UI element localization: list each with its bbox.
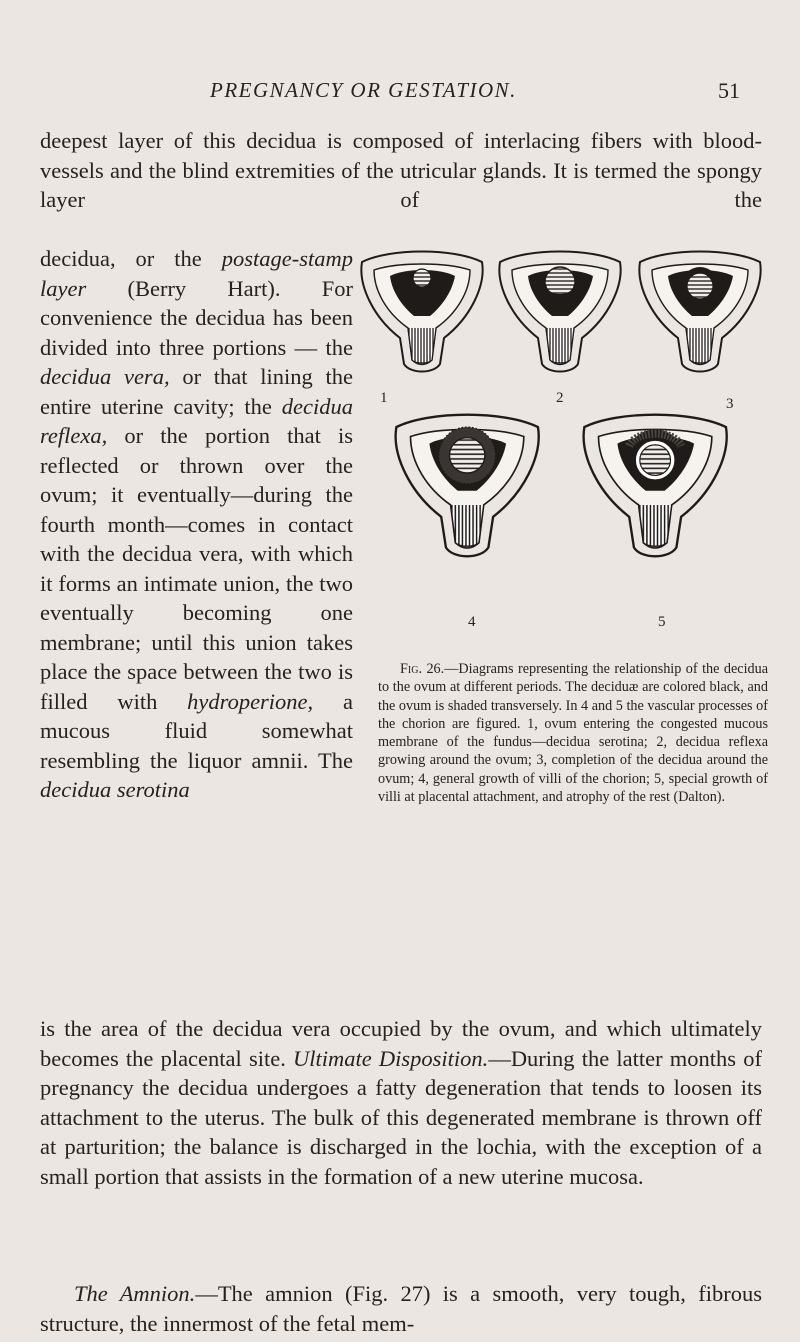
- text-run: —The amnion (Fig. 27) is a smooth, very tough, fibrous structure, the innermost of the fetal mem-: [40, 1281, 762, 1336]
- diagram-2: [499, 252, 620, 372]
- caption-label: Fig. 26.: [400, 661, 445, 677]
- page-number: 51: [718, 78, 740, 103]
- term-hydroperione: hydroperione,: [187, 688, 314, 714]
- term-decidua-reflexa: decidua reflexa,: [40, 393, 353, 448]
- diagram-3: [639, 252, 760, 372]
- diagram-5: [584, 415, 727, 557]
- heading-amnion: The Amnion.: [74, 1281, 196, 1306]
- text-run: a mucous fluid somewhat resembling the liquor amnii. The: [40, 688, 353, 773]
- figure-number-1: 1: [380, 390, 388, 406]
- figure-number-2: 2: [556, 390, 564, 406]
- paragraph-decidua-portions: [40, 244, 353, 805]
- decidua-diagrams: [356, 200, 770, 660]
- figure-caption: [378, 660, 768, 806]
- caption-text: —Diagrams representing the relationship of the decidua to the ovum at different periods. The deciduæ are colored black, and the ovum is shaded transversely. In 4 and 5 the vascular processes of the chorion are figured. 1, ovum entering the congested mucous membrane of the fundus—decidua serotina; 2, decidua reflexa growing around the ovum; 3, completion of the decidua around the ovum; 4, general growth of villi of the chorion; 5, special growth of villi at placental attachment, and atrophy of the rest (Dalton).: [378, 661, 768, 806]
- text-run: or that lining the entire uterine cavity; the: [40, 364, 353, 419]
- text-run: (Berry Hart). For convenience the decidua has been divided into three portions — the: [40, 275, 353, 360]
- figure-number-5: 5: [658, 614, 666, 630]
- paragraph-serotina-disposition: [40, 1014, 762, 1191]
- text-run: is the area of the decidua vera occupied by the ovum, and which ultimately becomes the placental site.: [40, 1016, 762, 1071]
- diagram-1: [361, 252, 482, 372]
- running-head: [0, 78, 800, 108]
- term-postage-stamp-layer: postage-stamp layer: [40, 246, 353, 301]
- term-decidua-vera: decidua vera,: [40, 364, 170, 389]
- text-run: or the portion that is reflected or thrown over the ovum; it eventually—during the fourth month—comes in contact with the decidua vera, with which it forms an intimate union, the two eventually becoming one membrane; until this union takes place the space between the two is filled with: [40, 423, 353, 714]
- text-run: decidua, or the: [40, 246, 222, 271]
- paragraph-amnion: [40, 1279, 762, 1338]
- paragraph-intro-text: deepest layer of this decidua is composed of interlacing fibers with blood-vessels and the blind extremities of the utricular glands. It is termed the spongy layer of the: [40, 128, 762, 212]
- text-run: —During the latter months of pregnancy the decidua undergoes a fatty degeneration that tends to loosen its attachment to the uterus. The bulk of this degenerated membrane is thrown off at parturition; the balance is discharged in the lochia, with the exception of a small portion that assists in the formation of a new uterine mucosa.: [40, 1045, 762, 1189]
- figure-number-4: 4: [468, 614, 476, 630]
- running-title: PREGNANCY OR GESTATION.: [210, 78, 517, 102]
- term-decidua-serotina: decidua serotina: [40, 777, 190, 802]
- heading-ultimate-disposition: Ultimate Disposition.: [293, 1045, 489, 1071]
- figure-number-3: 3: [726, 396, 734, 412]
- diagram-4: [396, 415, 539, 557]
